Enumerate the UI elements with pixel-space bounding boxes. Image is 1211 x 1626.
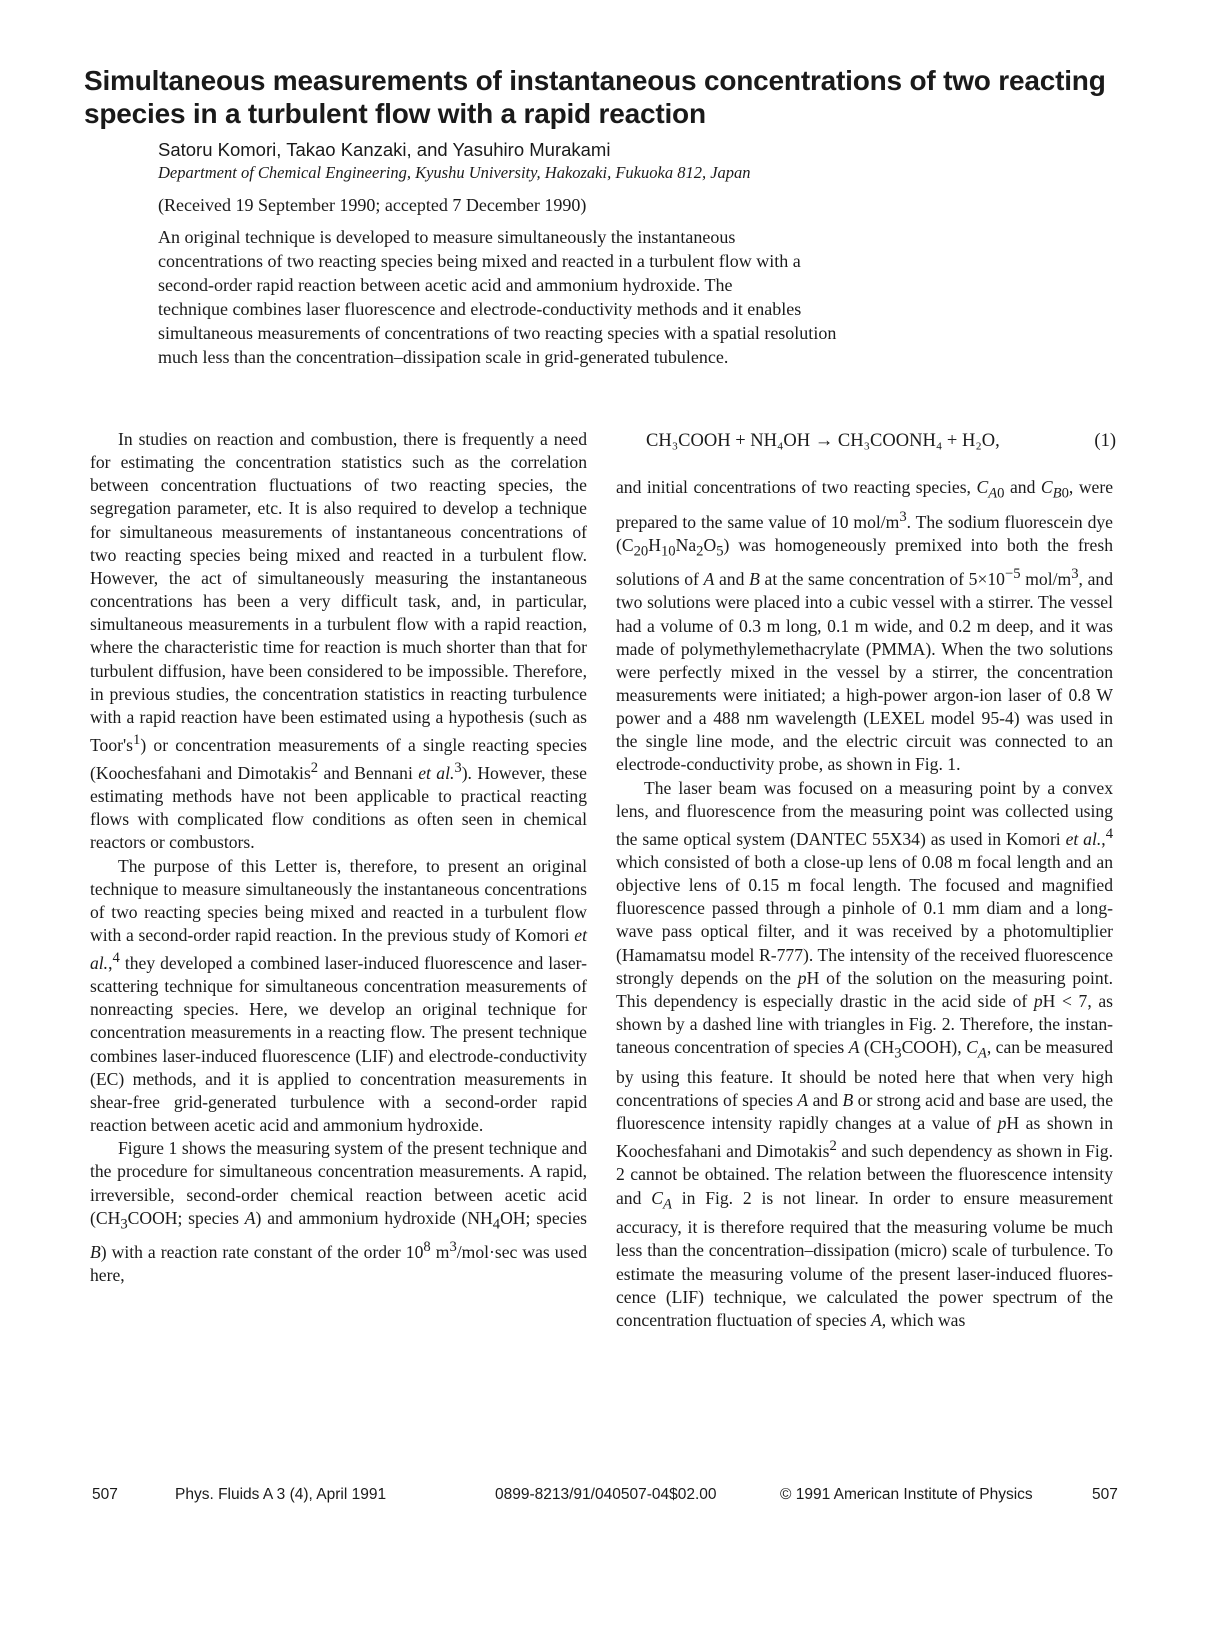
abstract-line: second-order rapid reaction between acetic acid and ammonium hydroxide. The xyxy=(158,275,733,296)
body-paragraph: and initial concentrations of two reacting species, $C_{A0}$ and $C_{B0}$, were prepared to the same value of 10 mol/$m^3$. The sodium fluorescein dye $(C_{20}H_{10}Na_2O_5)$ was homogeneously premixed into both the fresh solutions of A and B at the same concentration of $5\times 10^{-5}$ mol/$m^3$, and two solutions were placed into a cubic vessel with a stirrer. The vessel had a volume of 0.3 m long, 0.1 m wide, and 0.2 m deep, and it was made of polymethylemethacrylate (PMMA). When the two solutions were perfectly mixed in the vessel by a stirrer, the concentration measurements were initiated; a high-power argon-ion laser of 0.8 W power and a 488 nm wavelength (LEXEL model 95-4) was used in the single line mode, and the electric circuit was connected to an electrode-conductivity probe, as shown in Fig. 1. xyxy=(616,477,1114,775)
abstract-line: An original technique is developed to measure simultaneously the instantaneous xyxy=(158,227,736,247)
body-column-left xyxy=(90,428,587,1288)
body-paragraph: The laser beam was focused on a measuring point by a convex lens, and fluorescence from the measuring point was collected using the same optical system (DANTEC 55X34) as used in Komori et al.,$^4$ which consisted of both a close-up lens of 0.08 m focal length and an objective lens of 0.15 m focal length. The focused and magnified fluorescence passed through a pinhole of 0.1 mm diam and a long-wave pass optical filter, and it was received by a photomultiplier (Hamamatsu model R-777). The intensity of the received fluorescence strongly depends on the pH of the solution on the measuring point. This dependency is especially drastic in the acid side of pH < 7, as shown by a dashed line with triangles in Fig. 2. Therefore, the instantaneous concentration of species A $(CH_3COOH)$, $C_A$, can be measured by using this feature. It should be noted here that when very high concentrations of species A and B or strong acid and base are used, the fluorescence intensity rapidly changes at a value of pH as shown in Koochesfahani and Dimotakis$^2$ and such dependency as shown in Fig. 2 cannot be obtained. The relation between the fluorescence intensity and $C_A$ in Fig. 2 is not linear. In order to ensure measurement accuracy, it is therefore required that the measuring volume be much less than the concentration–dissipation (micro) scale of turbulence. To estimate the measuring volume of the present laser-induced fluorescence (LIF) technique, we calculated the power spectrum of the concentration fluctuation of species A, which was xyxy=(616,777,1114,1330)
abstract-line: technique combines laser fluorescence and electrode-conductivity methods and it enables xyxy=(158,299,802,320)
article-code: 0899-8213/91/040507-04$02.00 xyxy=(495,1486,717,1503)
journal-citation: Phys. Fluids A 3 (4), April 1991 xyxy=(175,1486,387,1503)
received-dates: (Received 19 September 1990; accepted 7 December 1990) xyxy=(158,195,587,215)
author-list: Satoru Komori, Takao Kanzaki, and Yasuhiro Murakami xyxy=(158,139,611,160)
body-paragraph: Figure 1 shows the measuring system of the present technique and the procedure for simultaneous concentration measurements. A rapid, irreversible, second-order chemical reaction between acetic acid ($CH_3COOH$; species A) and ammonium hydroxide ($NH_4OH$; species B) with a reaction rate constant of the order $10^8$ $m^3/mol\cdot\sec$ was used here, xyxy=(90,1138,587,1286)
body-paragraph: The purpose of this Letter is, therefore, to present an original technique to measure simultaneously the instantaneous concentrations of two reacting species being mixed and reacted in a turbulent flow with a second-order rapid reaction. In the previous study of Komori et al.,$^4$ they developed a combined laser-induced fluorescence and laser-scattering technique for simultaneous concentration measurements of nonreacting species. Here, we develop an original technique for concentration measurements in a reacting flow. The present technique combines laser-induced fluorescence (LIF) and electrode-conductivity (EC) methods, and it is applied to concentration measurements in shear-free grid-generated turbulence with a second-order rapid reaction between acetic acid and ammonium hydroxide. xyxy=(90,855,587,1136)
body-paragraph: In studies on reaction and combustion, there is frequently a need for estimating the concentration statistics such as the correlation between concentration fluctuations of two reacting species, the segregation parameter, etc. It is also required to develop a technique for simultaneous measurements of instantaneous concentrations of two reacting species being mixed and reacted in a turbulent flow. However, the act of simultaneously measuring the instantaneous concentrations has been a very difficult task, and, in particular, simultaneous measurements in a turbulent flow with a rapid reaction, where the characteristic time for reaction is much shorter than that for turbulent diffusion, have been considered to be impossible. Therefore, in previous studies, the concentration statistics in reacting turbulence with a rapid reaction have been estimated using a hypothesis (such as $Toor's^1$) or concentration measurements of a single reacting species (Koochesfahani and Dimotakis$^2$ and Bennani et al.$^3$). However, these estimating methods have not been applicable to practical reacting flows with complicated flow conditions as often seen in chemical reactors or combustors. xyxy=(90,429,587,853)
abstract xyxy=(158,225,958,370)
page-number-left: 507 xyxy=(92,1486,118,1503)
page-footer xyxy=(0,1486,1211,1510)
paper-title: Simultaneous measurements of instantaneous concentrations of two reacting species in a turbulent flow with a rapid reaction xyxy=(84,65,1106,129)
equation-1 xyxy=(646,429,1116,453)
affiliation: Department of Chemical Engineering, Kyushu University, Hakozaki, Fukuoka 812, Japan xyxy=(158,163,751,182)
abstract-line: concentrations of two reacting species being mixed and reacted in a turbulent flow with a xyxy=(158,251,801,272)
equation-text: CH₃COOH + NH₄OH → CH₃COONH₄ + H₂O, xyxy=(646,431,1000,451)
abstract-line: much less than the concentration–dissipation scale in grid-generated tubulence. xyxy=(158,347,729,368)
abstract-line: simultaneous measurements of concentrations of two reacting species with a spatial resolution xyxy=(158,323,837,344)
equation-number: (1) xyxy=(1094,431,1116,451)
body-column-right xyxy=(616,476,1113,1332)
copyright: © 1991 American Institute of Physics xyxy=(780,1486,1033,1503)
page-number-right: 507 xyxy=(1092,1486,1118,1503)
